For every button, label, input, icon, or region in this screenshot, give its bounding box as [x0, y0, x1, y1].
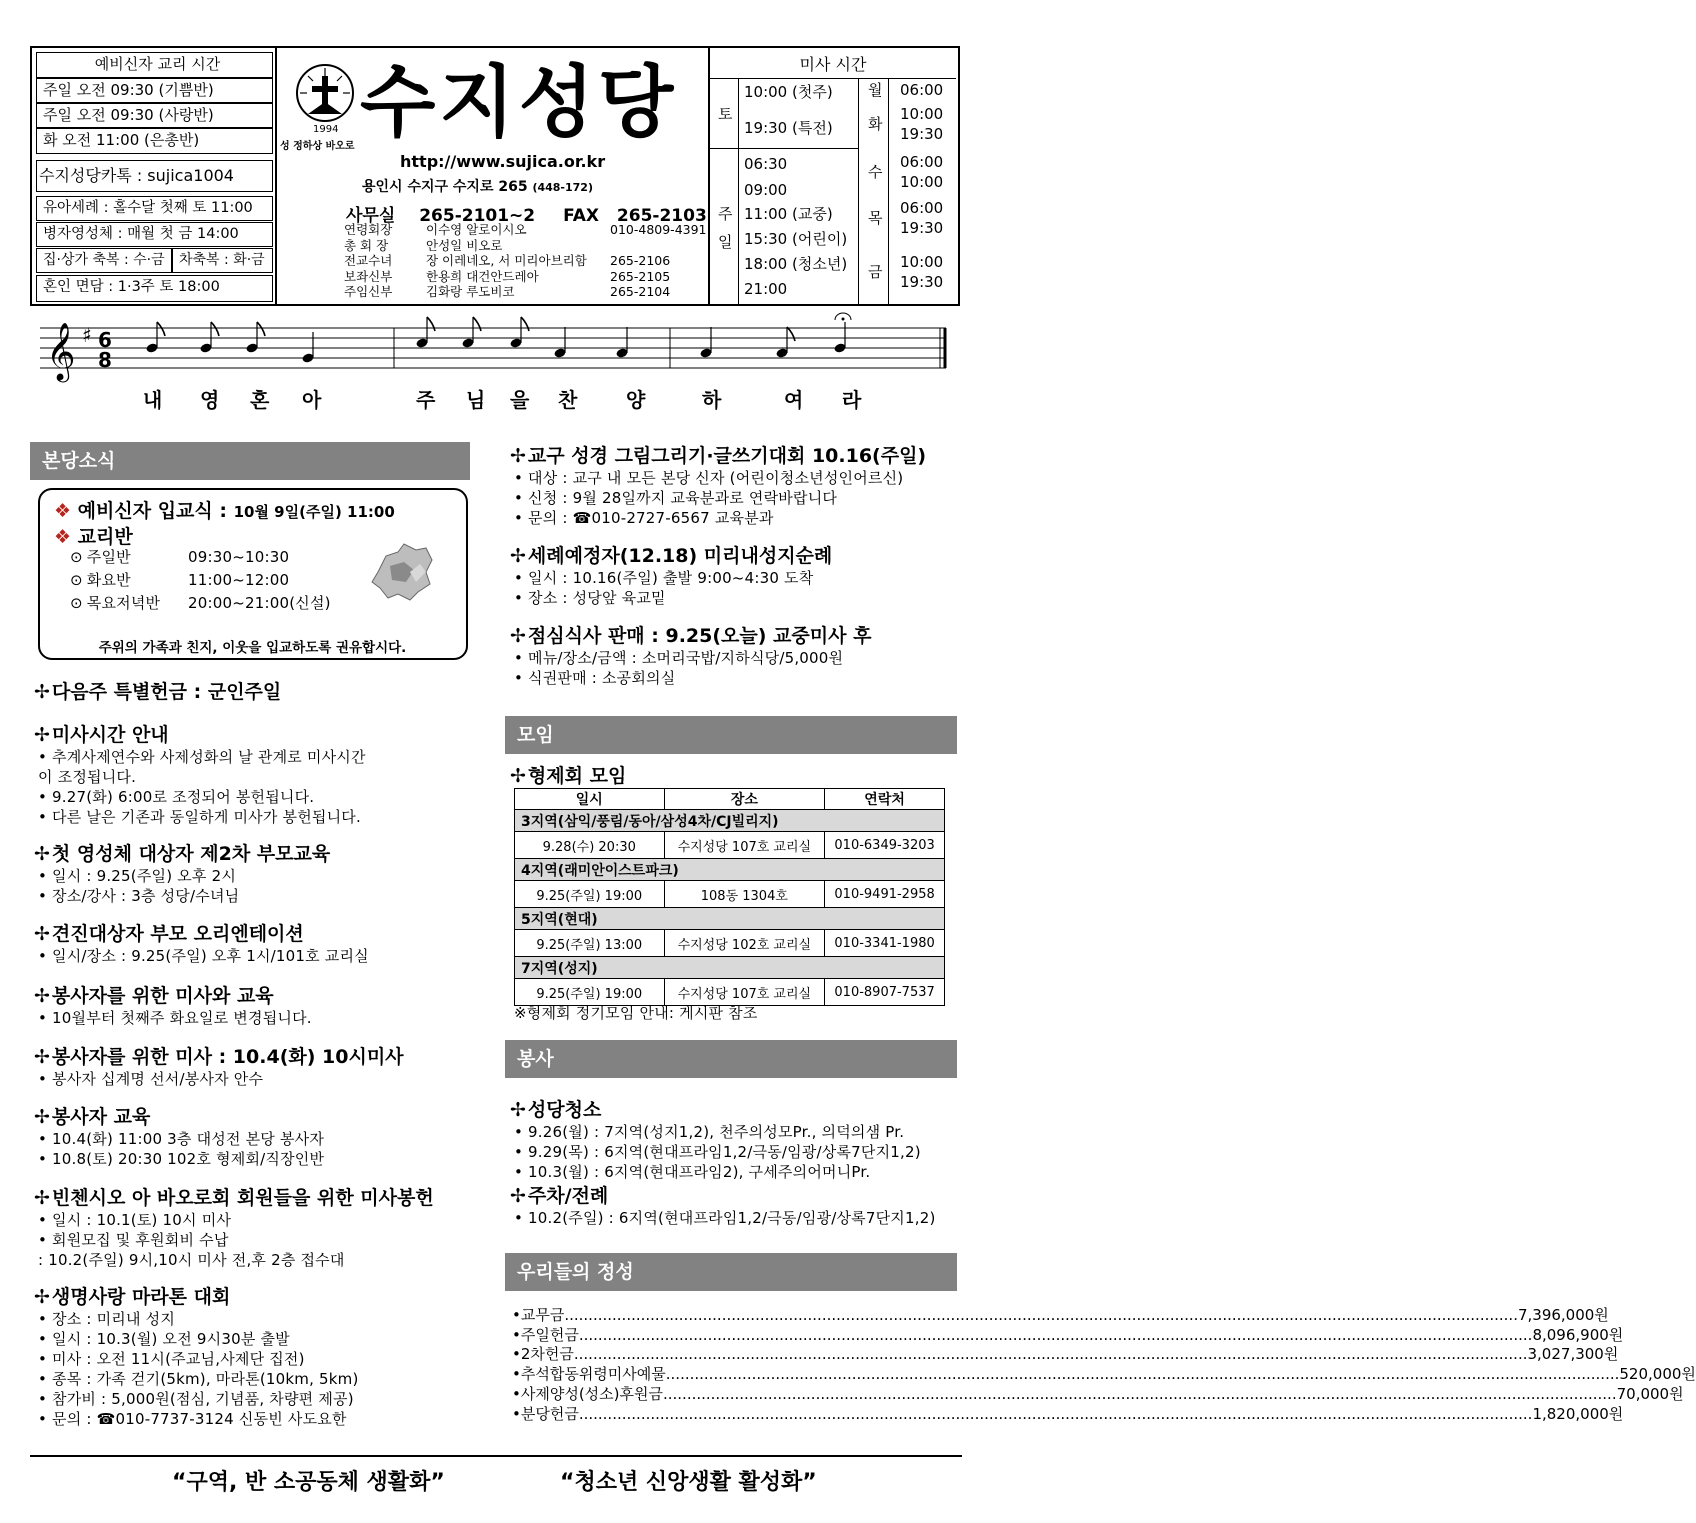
edu-row: 화 오전 11:00 (은총반): [36, 128, 273, 154]
news-item-line: • 10월부터 첫째주 화요일로 변경됩니다.: [38, 1009, 312, 1027]
news-item-title-text: 빈첸시오 아 바오로회 회원들을 위한 미사봉헌: [51, 1187, 434, 1209]
place-cell: 108동 1304호: [664, 881, 825, 908]
box-title-b: 10월 9일(주일) 11:00: [233, 503, 395, 521]
cross-icon: ✢: [34, 724, 50, 746]
region-cell: 5지역(현대): [515, 908, 945, 930]
weekday-time: 19:30: [900, 125, 944, 143]
lyric-syllable: 라: [842, 388, 862, 412]
katalk-id: 수지성당카톡 : sujica1004: [36, 160, 273, 192]
lyric-syllable: 을: [510, 388, 530, 412]
cross-icon: ✢: [34, 1046, 50, 1068]
staff-name: 이수영 알로이시오: [426, 222, 527, 237]
offering-amount: 1,820,000원: [1532, 1404, 1624, 1423]
col-place: 장소: [664, 789, 825, 810]
offering-row: [512, 1404, 1624, 1425]
news-item-title: [34, 1285, 230, 1309]
offering-label-text: 교무금: [520, 1306, 565, 1324]
place-cell: 수지성당 107호 교리실: [664, 979, 825, 1006]
lyric-syllable: 여: [784, 388, 804, 412]
lyric-syllable: 양: [626, 388, 646, 412]
offering-dots: ........................................................................................................................................................................................................: [578, 1404, 1533, 1423]
address-text: 용인시 수지구 수지로 265: [362, 179, 528, 195]
cross-icon: ✢: [510, 545, 526, 567]
staff-phone: 265-2106: [610, 253, 671, 268]
news-item-line: • 일시 : 10.16(주일) 출발 9:00~4:30 도착: [514, 569, 814, 587]
offering-label: •: [512, 1306, 521, 1324]
offering-row: [512, 1345, 1619, 1365]
lyric-syllable: 아: [302, 388, 322, 412]
news-item-line: • 회원모집 및 후원회비 수납: [38, 1231, 229, 1249]
cross-icon: ✢: [510, 1099, 526, 1121]
edu-row: 주일 오전 09:30 (기쁨반): [36, 78, 273, 103]
weekday-time: 10:00: [900, 105, 944, 123]
region-cell: 7지역(성지): [515, 957, 945, 979]
sun-time: 06:30: [744, 155, 788, 173]
meeting-title: [510, 764, 626, 788]
footer-right: “청소년 신앙생활 활성화”: [560, 1470, 817, 1495]
note-flag: [473, 317, 481, 331]
staff-role: 연령회장: [344, 222, 393, 237]
staff-name: 한용희 대건안드레아: [426, 268, 539, 284]
mass-weekday-divider: [858, 78, 859, 304]
region-cell: 3지역(삼익/풍림/동아/삼성4차/CJ빌리지): [515, 810, 945, 832]
col-contact: 연락처: [825, 789, 945, 810]
cross-icon: ✢: [510, 1185, 526, 1207]
news-item-line: • 10.2(주일) : 6지역(현대프라임1,2/극동/임광/상록7단지1,2): [514, 1209, 936, 1227]
news-item-title: [34, 1105, 150, 1129]
news-item-title-text: 봉사자를 위한 미사와 교육: [51, 985, 274, 1007]
region-row: [515, 957, 945, 979]
weekday-label: 월: [868, 81, 883, 99]
news-item-line: • 일시/장소 : 9.25(주일) 오후 1시/101호 교리실: [38, 947, 369, 965]
lyric-syllable: 찬: [558, 388, 578, 412]
news-item-title-text: 첫 영성체 대상자 제2차 부모교육: [51, 843, 331, 865]
news-item-title-text: 미사시간 안내: [51, 724, 169, 746]
target-icon: ⊙: [70, 548, 83, 566]
region-row: [515, 908, 945, 930]
class-time: 09:30~10:30: [188, 548, 290, 566]
cross-icon: ✢: [34, 1106, 50, 1128]
time-sig-top: 6: [98, 328, 112, 352]
marriage-interview: 혼인 면담 : 1·3주 토 18:00: [36, 275, 273, 302]
time-sig-bottom: 8: [98, 348, 112, 372]
news-item-title-text: 주차/전례: [527, 1185, 609, 1207]
offering-amount: 8,096,900원: [1532, 1325, 1624, 1344]
news-item-title: [34, 842, 330, 866]
offering-row: [512, 1325, 1624, 1346]
cross-icon: ✢: [510, 445, 526, 467]
header-divider-right: [708, 48, 710, 304]
header-box: [30, 46, 960, 306]
date-cell: 9.25(주일) 19:00: [515, 979, 665, 1006]
weekday-time: 06:00: [900, 153, 944, 171]
music-staff: [40, 310, 952, 382]
mass-daycol-divider: [738, 78, 739, 304]
section-parish-news: 본당소식: [30, 442, 470, 480]
diamond-icon: ❖: [54, 526, 72, 548]
footer-left: “구역, 반 소공동체 생활화”: [172, 1470, 445, 1495]
sun-time: 11:00 (교중): [744, 205, 833, 223]
offering-label-text: 추석합동위령미사예물: [520, 1365, 666, 1384]
church-url[interactable]: http://www.sujica.or.kr: [400, 152, 606, 171]
staff-phone: 265-2105: [610, 268, 671, 284]
staff-role: 총 회 장: [344, 237, 389, 253]
offering-label: •: [512, 1345, 521, 1364]
class-time: 20:00~21:00(신설): [188, 594, 331, 612]
offering-dots: ........................................................................................................................................................................................................: [578, 1325, 1533, 1344]
diamond-icon: ❖: [54, 500, 72, 522]
weekday-label: 목: [868, 209, 883, 227]
box-sub: [54, 522, 133, 549]
place-cell: 수지성당 102호 교리실: [664, 930, 825, 957]
weekday-label: 화: [868, 115, 883, 133]
news-item-title: [34, 1186, 434, 1210]
region-cell: 4지역(래미안이스트파크): [515, 859, 945, 881]
table-row: [515, 832, 945, 859]
lyric-syllable: 하: [702, 388, 722, 412]
news-item-line: • 장소/강사 : 3층 성당/수녀님: [38, 887, 240, 905]
sun-time: 21:00: [744, 280, 788, 298]
news-item-line: • 다른 날은 기존과 동일하게 미사가 봉헌됩니다.: [38, 808, 361, 826]
note-flag: [257, 322, 265, 336]
staff-role: 보좌신부: [344, 268, 393, 284]
class-name: 화요반: [86, 571, 131, 589]
contact-cell: 010-8907-7537: [825, 979, 945, 1006]
lyric-syllable: 영: [200, 388, 220, 412]
weekday-label: 금: [868, 263, 883, 281]
news-item-line: • 9.27(화) 6:00로 조정되어 봉헌됩니다.: [38, 788, 315, 806]
weekday-time: 19:30: [900, 219, 944, 237]
class-name: 목요저녁반: [86, 594, 161, 612]
weekday-label: 수: [868, 163, 883, 181]
section-service: 봉사: [505, 1040, 957, 1078]
news-item-line: • 일시 : 9.25(주일) 오후 2시: [38, 867, 237, 885]
table-note: ※형제회 정기모임 안내: 게시판 참조: [514, 1004, 758, 1022]
news-item-title-text: 봉사자를 위한 미사 : 10.4(화) 10시미사: [51, 1046, 404, 1068]
offering-label: •: [512, 1404, 521, 1423]
news-item-title: [510, 1184, 608, 1208]
sun-time: 15:30 (어린이): [744, 230, 848, 248]
news-item-line: • 장소 : 성당앞 육교밑: [514, 589, 666, 607]
infant-baptism: 유아세례 : 홀수달 첫째 토 11:00: [36, 196, 273, 221]
table-row: [515, 930, 945, 957]
date-cell: 9.28(수) 20:30: [515, 832, 665, 859]
cross-icon: ✢: [34, 1286, 50, 1308]
news-item-line: • 메뉴/장소/금액 : 소머리국밥/지하식당/5,000원: [514, 649, 844, 667]
news-item-line: • 참가비 : 5,000원(점심, 기념품, 차량편 제공): [38, 1390, 354, 1408]
offering-amount: 70,000원: [1616, 1384, 1684, 1403]
edu-title: 예비신자 교리 시간: [36, 52, 273, 78]
offering-label-text: 2차헌금: [520, 1345, 574, 1364]
news-item-title: [34, 1045, 404, 1069]
mass-sat-divider: [710, 148, 858, 149]
footer-rule: [30, 1455, 962, 1457]
cross-icon: ✢: [510, 765, 526, 787]
news-item-line: • 봉사자 십계명 선서/봉사자 안수: [38, 1070, 264, 1088]
box-title-a: 예비신자 입교식 :: [77, 500, 234, 522]
section-meeting: 모임: [505, 716, 957, 754]
house-blessing: 집·상가 축복 : 수·금: [36, 248, 172, 273]
news-item-title: [510, 1098, 601, 1122]
news-item-title: [510, 444, 926, 468]
news-item-line: • 일시 : 10.1(토) 10시 미사: [38, 1211, 232, 1229]
fax-label: FAX: [563, 206, 599, 226]
target-icon: ⊙: [70, 571, 83, 589]
offering-label: •: [512, 1384, 521, 1403]
note-flag: [211, 322, 219, 336]
news-item-line: • 대상 : 교구 내 모든 본당 신자 (어린이청소년성인어르신): [514, 469, 904, 487]
news-item-title-text: 봉사자 교육: [51, 1106, 151, 1128]
contact-cell: 010-6349-3203: [825, 832, 945, 859]
news-item-line: • 신청 : 9월 28일까지 교육분과로 연락바랍니다: [514, 489, 838, 507]
date-cell: 9.25(주일) 19:00: [515, 881, 665, 908]
catechumen-box: [38, 488, 468, 660]
news-item-title-text: 점심식사 판매 : 9.25(오늘) 교중미사 후: [527, 625, 872, 647]
staff-role: 전교수녀: [344, 253, 393, 268]
sun-time: 09:00: [744, 181, 788, 199]
table-row: [515, 881, 945, 908]
office-phone: 265-2101~2: [419, 206, 536, 226]
staff-name: 안성일 비오로: [426, 237, 503, 253]
news-item-line: • 10.3(월) : 6지역(현대프라임2), 구세주의어머니Pr.: [514, 1163, 871, 1181]
col-date: 일시: [515, 789, 665, 810]
offering-label-text: 사제양성(성소)후원금: [520, 1384, 663, 1403]
staff-phone: 010-4809-4391: [610, 222, 707, 237]
staff-name: 김화랑 루도비코: [426, 284, 515, 299]
fermata-dot: [842, 318, 845, 321]
news-item-line: • 장소 : 미리내 성지: [38, 1310, 176, 1328]
lyric-syllable: 주: [416, 388, 436, 412]
box-sub-text: 교리반: [77, 526, 133, 548]
car-blessing: 차축복 : 화·금: [172, 248, 273, 273]
sick-communion: 병자영성체 : 매월 첫 금 14:00: [36, 222, 273, 247]
offering-amount: 520,000원: [1619, 1365, 1696, 1384]
cross-icon: ✢: [34, 1187, 50, 1209]
lyric-syllable: 님: [466, 388, 486, 412]
news-item-title: [34, 984, 274, 1008]
edu-row: 주일 오전 09:30 (사랑반): [36, 103, 273, 128]
cross-icon: ✢: [34, 923, 50, 945]
class-time: 11:00~12:00: [188, 571, 290, 589]
sat-time: 10:00 (첫주): [744, 83, 833, 101]
sharp-sign: ♯: [82, 323, 92, 347]
meeting-title-text: 형제회 모임: [527, 765, 627, 787]
note-flag: [427, 317, 435, 331]
news-item-line: • 문의 : ☎010-7737-3124 신동빈 사도요한: [38, 1410, 347, 1428]
news-item-line: • 문의 : ☎010-2727-6567 교육분과: [514, 509, 774, 527]
class-item: [70, 548, 131, 568]
meeting-table-header: [515, 789, 945, 810]
cross-icon: ✢: [510, 625, 526, 647]
sun-time: 18:00 (청소년): [744, 255, 848, 273]
contact-cell: 010-3341-1980: [825, 930, 945, 957]
church-logo: [294, 62, 356, 128]
offering-label: •: [512, 1325, 521, 1344]
region-row: [515, 810, 945, 832]
box-note: 주위의 가족과 친지, 이웃을 입교하도록 권유합시다.: [98, 640, 407, 656]
meeting-table: [514, 788, 945, 1006]
news-item-title-text: 성당청소: [527, 1099, 602, 1121]
news-item-line: • 일시 : 10.3(월) 오전 9시30분 출발: [38, 1330, 290, 1348]
map-icon: [370, 542, 436, 606]
news-item-line: 이 조정됩니다.: [38, 768, 137, 786]
offering-dots: ........................................................................................................................................................................................................: [564, 1306, 1518, 1324]
staff-lines: [40, 328, 946, 368]
staff-role: 주임신부: [344, 284, 393, 299]
fax-number: 265-2103: [616, 206, 707, 226]
date-cell: 9.25(주일) 13:00: [515, 930, 665, 957]
news-item-title: [34, 922, 304, 946]
address-old: (448-172): [532, 181, 593, 194]
offering-row: [512, 1384, 1684, 1405]
offering-amount: 3,027,300원: [1527, 1345, 1619, 1364]
header-divider-left: [275, 48, 277, 304]
treble-clef: 𝄞: [46, 322, 76, 380]
news-item-line: • 9.26(월) : 7지역(성지1,2), 천주의성모Pr., 의덕의샘 Pr.: [514, 1123, 905, 1141]
sun-label-top: 주: [718, 205, 733, 223]
cross-icon: ✢: [34, 843, 50, 865]
sat-time: 19:30 (특전): [744, 119, 833, 137]
staff-phone: 265-2104: [610, 284, 671, 299]
weekday-time: 10:00: [900, 173, 944, 191]
cross-icon: ✢: [34, 985, 50, 1007]
news-item-title: [510, 544, 832, 568]
offering-dots: ........................................................................................................................................................................................................: [573, 1345, 1528, 1364]
weekday-time: 19:30: [900, 273, 944, 291]
news-item-line: • 미사 : 오전 11시(주교님,사제단 집전): [38, 1350, 305, 1368]
class-item: [70, 571, 131, 591]
sat-label: 토: [718, 105, 733, 123]
news-item-title-text: 세례예정자(12.18) 미리내성지순례: [527, 545, 833, 567]
class-name: 주일반: [86, 548, 131, 566]
offering-label-text: 주일헌금: [520, 1325, 579, 1344]
note-flag: [157, 322, 165, 336]
news-item-title: [510, 624, 871, 648]
mass-weekday-daycol: [888, 78, 889, 304]
weekday-time: 10:00: [900, 253, 944, 271]
news-item-line: : 10.2(주일) 9시,10시 미사 전,후 2층 접수대: [38, 1251, 345, 1269]
weekday-time: 06:00: [900, 199, 944, 217]
cross-icon: ✢: [34, 681, 50, 703]
mass-title: 미사 시간: [710, 52, 956, 79]
staff-name: 장 이레네오, 서 미리아브리함: [426, 253, 587, 268]
target-icon: ⊙: [70, 594, 83, 612]
office-label: 사무실: [346, 206, 396, 226]
news-item-line: • 10.8(토) 20:30 102호 형제회/직장인반: [38, 1150, 325, 1168]
news-item-title-text: 생명사랑 마라톤 대회: [51, 1286, 231, 1308]
lyric-syllable: 혼: [250, 388, 270, 412]
region-row: [515, 859, 945, 881]
offering-amount: 7,396,000원: [1517, 1306, 1609, 1324]
weekday-time: 06:00: [900, 81, 944, 99]
table-row: [515, 979, 945, 1006]
lyric-syllable: 내: [143, 388, 163, 412]
news-item-title: [34, 723, 169, 747]
note-flag: [787, 327, 795, 341]
logo-year: 1994: [313, 124, 339, 135]
offering-dots: ........................................................................................................................................................................................................: [662, 1384, 1617, 1403]
news-item-line: • 종목 : 가족 걷기(5km), 마라톤(10km, 5km): [38, 1370, 359, 1388]
box-title: [54, 496, 395, 523]
section-offering: 우리들의 정성: [505, 1253, 957, 1291]
offering-label-text: 분당헌금: [520, 1404, 579, 1423]
offering-row: [512, 1306, 1609, 1326]
news-item-title-text: 교구 성경 그림그리기·글쓰기대회 10.16(주일): [527, 445, 927, 467]
contact-cell: 010-9491-2958: [825, 881, 945, 908]
note-flag: [521, 317, 529, 331]
sun-label-bottom: 일: [718, 233, 733, 251]
news-item-line: • 추계사제연수와 사제성화의 날 관계로 미사시간: [38, 748, 366, 766]
offering-label: •: [512, 1365, 521, 1384]
offering-row: [512, 1365, 1696, 1385]
news-item-title-text: 견진대상자 부모 오리엔테이션: [51, 923, 304, 945]
news-item-line: • 9.29(목) : 6지역(현대프라임1,2/극동/임광/상록7단지1,2): [514, 1143, 921, 1161]
church-title: 수지성당: [360, 58, 678, 148]
offering-dots: ........................................................................................................................................................................................................: [665, 1365, 1620, 1384]
church-address: [362, 176, 593, 196]
class-item: [70, 594, 160, 614]
logo-caption: 성 정하상 바오로: [280, 141, 355, 152]
news-item-line: • 식권판매 : 소공회의실: [514, 669, 676, 687]
news-item-line: • 10.4(화) 11:00 3층 대성전 본당 봉사자: [38, 1130, 325, 1148]
news-item-title: [34, 680, 281, 704]
news-item-title-text: 다음주 특별헌금 : 군인주일: [51, 681, 282, 703]
place-cell: 수지성당 107호 교리실: [664, 832, 825, 859]
